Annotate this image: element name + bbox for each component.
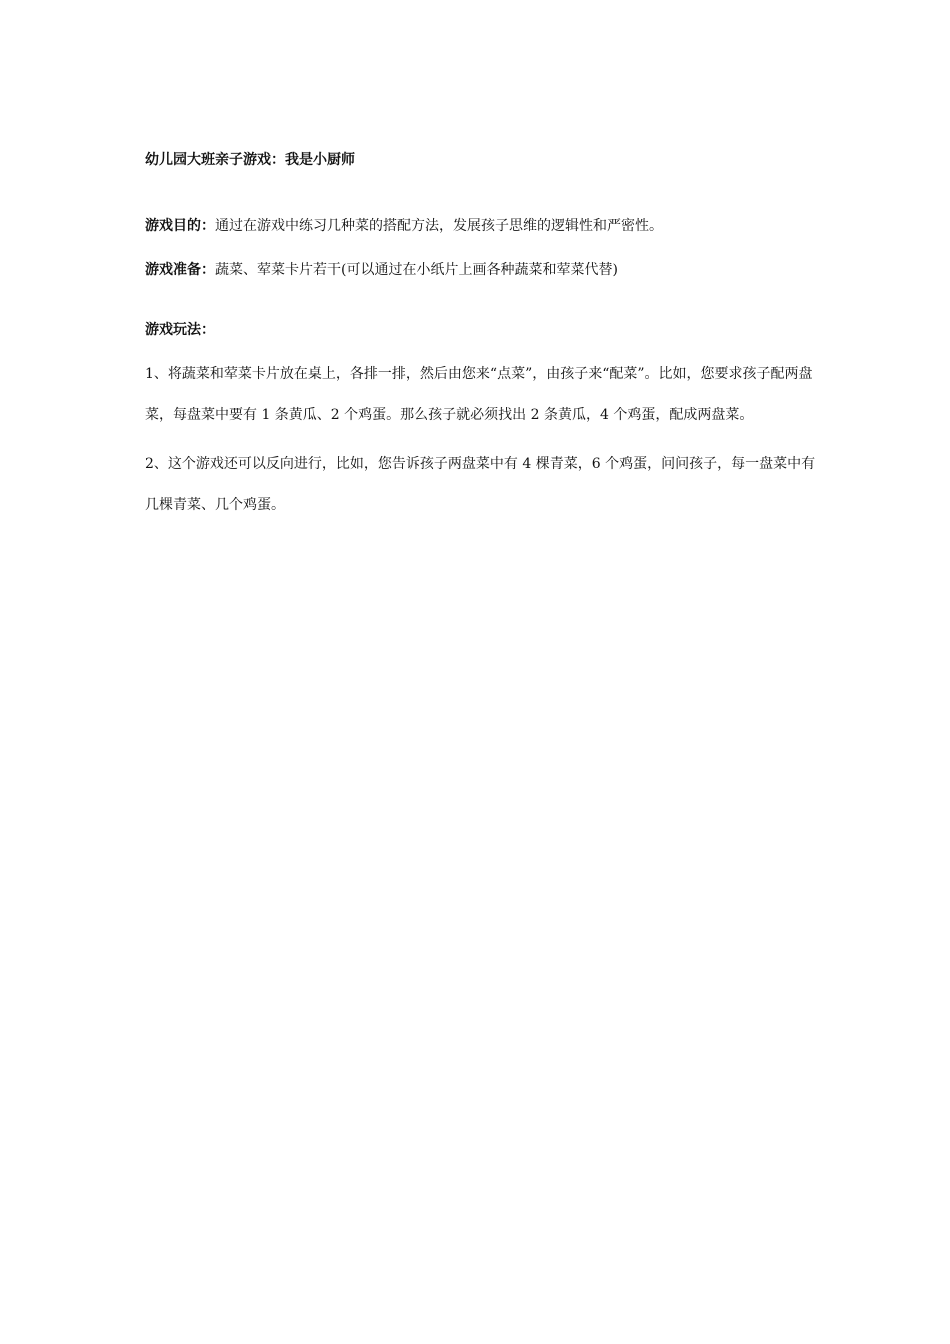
goal-paragraph <box>145 214 825 238</box>
document-title: 幼儿园大班亲子游戏：我是小厨师 <box>145 152 355 168</box>
preparation-text: 蔬菜、荤菜卡片若干(可以通过在小纸片上画各种蔬菜和荤菜代替) <box>215 262 618 278</box>
spacer <box>145 282 825 318</box>
spacer <box>145 238 825 258</box>
play-step-1: 1、将蔬菜和荤菜卡片放在桌上，各排一排，然后由您来“点菜”，由孩子来“配菜”。比如，您要求孩子配两盘菜，每盘菜中要有 1 条黄瓜、2 个鸡蛋。那么孩子就必须找出 2 条黄瓜，4 个鸡蛋，配成两盘菜。 <box>145 366 813 423</box>
preparation-label: 游戏准备： <box>145 262 215 278</box>
goal-label: 游戏目的： <box>145 218 215 234</box>
spacer <box>145 172 825 214</box>
play-label: 游戏玩法： <box>145 322 215 338</box>
play-heading <box>145 318 825 342</box>
document-body <box>145 148 825 526</box>
play-step-2: 2、这个游戏还可以反向进行，比如，您告诉孩子两盘菜中有 4 棵青菜，6 个鸡蛋，问问孩子，每一盘菜中有几棵青菜、几个鸡蛋。 <box>145 456 816 513</box>
preparation-paragraph <box>145 258 825 282</box>
goal-text: 通过在游戏中练习几种菜的搭配方法，发展孩子思维的逻辑性和严密性。 <box>215 218 663 234</box>
